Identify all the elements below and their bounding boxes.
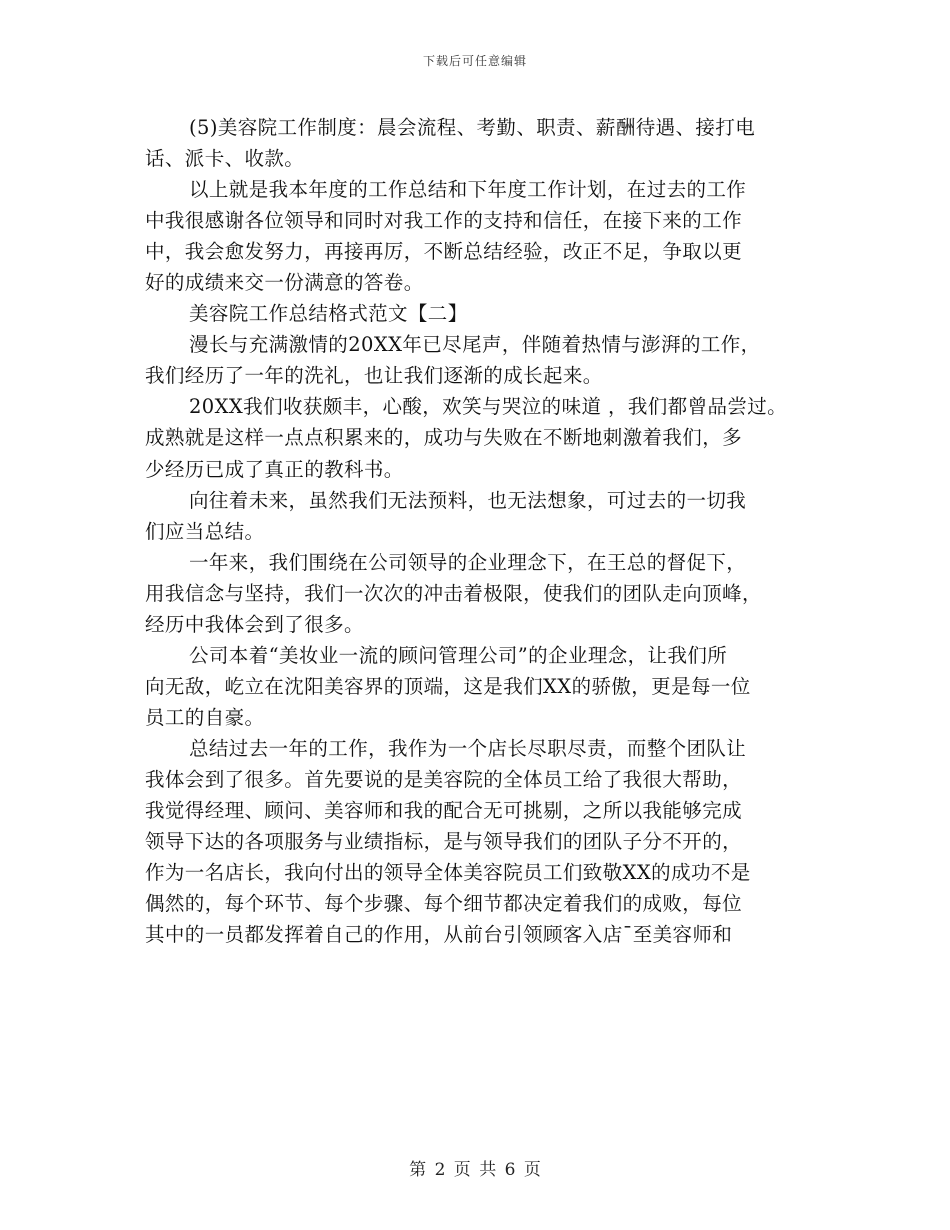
text-line: (5)美容院工作制度：晨会流程、考勤、职责、薪酬待遇、接打电 — [189, 116, 756, 139]
text-line: 话、派卡、收款。 — [145, 147, 305, 171]
text-line: 其中的一员都发挥着自己的作用，从前台引领顾客入店¯至美容师和 — [145, 923, 733, 947]
text-line: 经历中我体会到了很多。 — [145, 612, 364, 636]
text-line: 作为一名店长，我向付出的领导全体美容院员工们致敬XX的成功不是 — [145, 861, 751, 885]
text-line: 我们经历了一年的洗礼，也让我们逐渐的成长起来。 — [145, 364, 603, 388]
text-line: 员工的自豪。 — [145, 705, 265, 729]
text-line: 成熟就是这样一点点积累来的，成功与失败在不断地刺激着我们，多 — [145, 426, 743, 450]
text-line: 少经历已成了真正的教科书。 — [145, 457, 404, 481]
text-line: 漫长与充满激情的20XX年已尽尾声，伴随着热情与澎湃的工作， — [189, 333, 761, 357]
text-line: 20XX我们收获颇丰，心酸，欢笑与哭泣的味道 ，我们都曾品尝过。 — [189, 395, 788, 419]
text-line: 偶然的，每个环节、每个步骤、每个细节都决定着我们的成败，每位 — [145, 892, 743, 916]
text-line: 好的成绩来交一份满意的答卷。 — [145, 271, 424, 295]
text-line: 公司本着“美妆业一流的顾问管理公司”的企业理念，让我们所 — [189, 643, 728, 667]
body-text — [145, 112, 825, 950]
text-line: 我体会到了很多。首先要说的是美容院的全体员工给了我很大帮助， — [145, 767, 743, 791]
text-line: 我觉得经理、顾问、美容师和我的配合无可挑剔，之所以我能够完成 — [145, 799, 743, 823]
text-line: 向往着未来，虽然我们无法预料，也无法想象，可过去的一切我 — [189, 488, 747, 512]
text-line: 用我信念与坚持，我们一次次的冲击着极限，使我们的团队走向顶峰， — [145, 581, 762, 605]
text-line: 一年来，我们围绕在公司领导的企业理念下，在王总的督促下， — [189, 550, 747, 574]
text-line: 们应当总结。 — [145, 519, 265, 543]
text-line: 总结过去一年的工作，我作为一个店长尽职尽责，而整个团队让 — [189, 736, 747, 760]
text-line: 美容院工作总结格式范文【二】 — [189, 302, 468, 326]
page-header: 下载后可任意编辑 — [422, 54, 527, 68]
text-line: 中我很感谢各位领导和同时对我工作的支持和信任，在接下来的工作 — [145, 209, 743, 233]
text-line: 中，我会愈发努力，再接再厉，不断总结经验，改正不足，争取以更 — [145, 240, 743, 264]
text-line: 向无敌，屹立在沈阳美容界的顶端，这是我们XX的骄傲，更是每一位 — [145, 674, 751, 698]
text-line: 领导下达的各项服务与业绩指标，是与领导我们的团队子分不开的， — [145, 830, 743, 854]
page-footer: 第 2 页 共 6 页 — [409, 1160, 541, 1180]
text-line: 以上就是我本年度的工作总结和下年度工作计划，在过去的工作 — [189, 178, 747, 202]
